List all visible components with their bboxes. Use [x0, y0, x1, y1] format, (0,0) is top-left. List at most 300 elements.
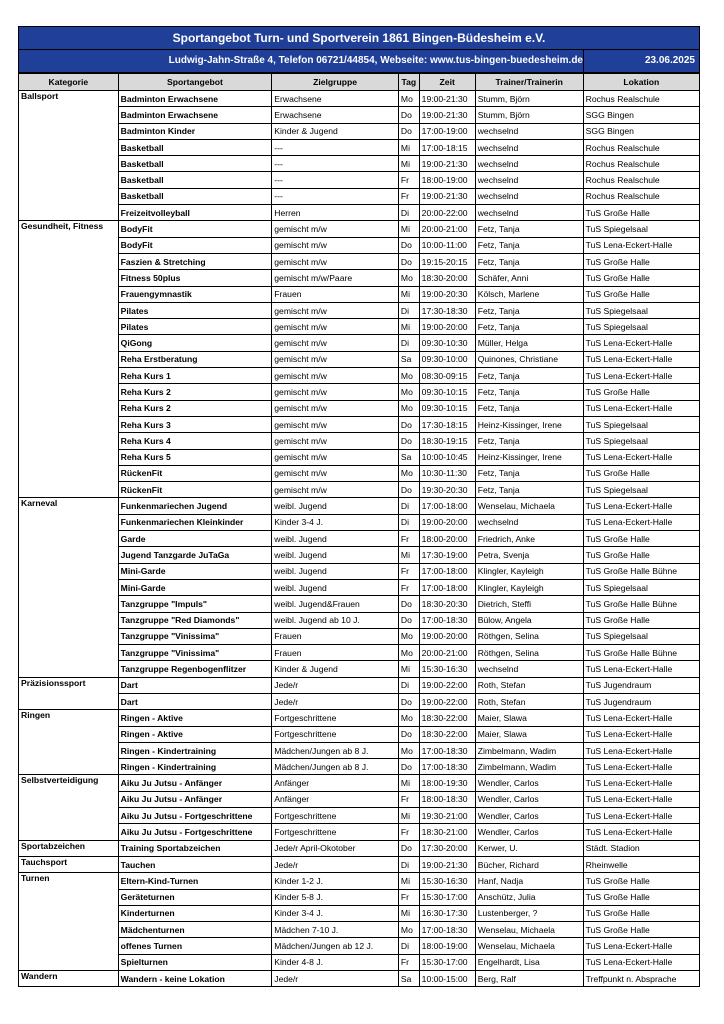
- table-row: [19, 465, 700, 481]
- lokation-cell: TuS Lena-Eckert-Halle: [583, 824, 699, 840]
- zielgruppe-cell: weibl. Jugend: [272, 498, 399, 514]
- table-row: [19, 253, 700, 269]
- zielgruppe-cell: weibl. Jugend: [272, 531, 399, 547]
- sportangebot-cell: Mini-Garde: [118, 563, 272, 579]
- sportangebot-cell: Aiku Ju Jutsu - Anfänger: [118, 775, 272, 791]
- zeit-cell: 18:00-18:30: [419, 791, 475, 807]
- tag-cell: Di: [398, 514, 419, 530]
- lokation-cell: TuS Lena-Eckert-Halle: [583, 710, 699, 726]
- tag-cell: Mo: [398, 922, 419, 938]
- table-row: [19, 889, 700, 905]
- zielgruppe-cell: Frauen: [272, 628, 399, 644]
- kategorie-cell: [19, 400, 119, 416]
- trainer-cell: wechselnd: [475, 156, 583, 172]
- table-row: [19, 172, 700, 188]
- lokation-cell: TuS Große Halle: [583, 270, 699, 286]
- lokation-cell: TuS Große Halle: [583, 205, 699, 221]
- trainer-cell: Fetz, Tanja: [475, 221, 583, 237]
- lokation-cell: TuS Große Halle: [583, 922, 699, 938]
- zielgruppe-cell: gemischt m/w: [272, 302, 399, 318]
- trainer-cell: Wendler, Carlos: [475, 775, 583, 791]
- col-header-lokation: Lokation: [583, 74, 699, 91]
- lokation-cell: TuS Große Halle: [583, 889, 699, 905]
- trainer-cell: Quinones, Christiane: [475, 351, 583, 367]
- zielgruppe-cell: gemischt m/w: [272, 482, 399, 498]
- lokation-cell: TuS Große Halle: [583, 384, 699, 400]
- kategorie-cell: [19, 889, 119, 905]
- sportangebot-cell: Kinderturnen: [118, 905, 272, 921]
- kategorie-cell: [19, 482, 119, 498]
- trainer-cell: wechselnd: [475, 205, 583, 221]
- trainer-cell: wechselnd: [475, 139, 583, 155]
- trainer-cell: Wenselau, Michaela: [475, 498, 583, 514]
- lokation-cell: TuS Lena-Eckert-Halle: [583, 335, 699, 351]
- tag-cell: Mo: [398, 270, 419, 286]
- zielgruppe-cell: gemischt m/w: [272, 319, 399, 335]
- zeit-cell: 17:00-19:00: [419, 123, 475, 139]
- lokation-cell: TuS Lena-Eckert-Halle: [583, 759, 699, 775]
- schedule-sheet: [18, 26, 700, 987]
- sportangebot-cell: Aiku Ju Jutsu - Anfänger: [118, 791, 272, 807]
- tag-cell: Mi: [398, 775, 419, 791]
- kategorie-cell: [19, 596, 119, 612]
- table-row: [19, 237, 700, 253]
- sportangebot-cell: Tauchen: [118, 856, 272, 872]
- trainer-cell: wechselnd: [475, 661, 583, 677]
- zeit-cell: 09:30-10:15: [419, 400, 475, 416]
- sportangebot-cell: Reha Kurs 3: [118, 416, 272, 432]
- sportangebot-cell: Mädchenturnen: [118, 922, 272, 938]
- lokation-cell: SGG Bingen: [583, 123, 699, 139]
- table-row: [19, 547, 700, 563]
- kategorie-cell: Präzisionssport: [19, 677, 119, 693]
- tag-cell: Di: [398, 302, 419, 318]
- zeit-cell: 17:30-18:30: [419, 302, 475, 318]
- table-row: [19, 759, 700, 775]
- lokation-cell: TuS Große Halle: [583, 286, 699, 302]
- trainer-cell: Lustenberger, ?: [475, 905, 583, 921]
- tag-cell: Mo: [398, 645, 419, 661]
- zeit-cell: 18:00-19:30: [419, 775, 475, 791]
- sportangebot-cell: Pilates: [118, 302, 272, 318]
- table-row: [19, 351, 700, 367]
- zielgruppe-cell: gemischt m/w: [272, 253, 399, 269]
- table-row: [19, 416, 700, 432]
- table-row: [19, 449, 700, 465]
- tag-cell: Mi: [398, 905, 419, 921]
- kategorie-cell: [19, 270, 119, 286]
- lokation-cell: TuS Jugendraum: [583, 693, 699, 709]
- zielgruppe-cell: Fortgeschrittene: [272, 808, 399, 824]
- tag-cell: Do: [398, 123, 419, 139]
- zielgruppe-cell: gemischt m/w: [272, 351, 399, 367]
- table-row: [19, 188, 700, 204]
- zeit-cell: 10:00-15:00: [419, 971, 475, 987]
- lokation-cell: TuS Lena-Eckert-Halle: [583, 661, 699, 677]
- trainer-cell: Wendler, Carlos: [475, 808, 583, 824]
- kategorie-cell: [19, 465, 119, 481]
- trainer-cell: Klingler, Kayleigh: [475, 563, 583, 579]
- zielgruppe-cell: Jede/r: [272, 693, 399, 709]
- sportangebot-cell: Basketball: [118, 188, 272, 204]
- zielgruppe-cell: Mädchen/Jungen ab 8 J.: [272, 742, 399, 758]
- table-row: [19, 791, 700, 807]
- lokation-cell: TuS Große Halle Bühne: [583, 645, 699, 661]
- zeit-cell: 18:00-20:00: [419, 531, 475, 547]
- sportangebot-cell: Badminton Erwachsene: [118, 107, 272, 123]
- kategorie-cell: [19, 237, 119, 253]
- zeit-cell: 17:30-20:00: [419, 840, 475, 856]
- sportangebot-cell: Tanzgruppe "Vinissima": [118, 645, 272, 661]
- zielgruppe-cell: ---: [272, 156, 399, 172]
- sportangebot-cell: BodyFit: [118, 237, 272, 253]
- zeit-cell: 19:30-21:00: [419, 808, 475, 824]
- zielgruppe-cell: Kinder & Jugend: [272, 123, 399, 139]
- table-row: [19, 742, 700, 758]
- zielgruppe-cell: weibl. Jugend: [272, 547, 399, 563]
- tag-cell: Do: [398, 433, 419, 449]
- table-row: [19, 726, 700, 742]
- lokation-cell: TuS Lena-Eckert-Halle: [583, 742, 699, 758]
- trainer-cell: Fetz, Tanja: [475, 482, 583, 498]
- table-row: [19, 775, 700, 791]
- lokation-cell: TuS Große Halle: [583, 465, 699, 481]
- sportangebot-cell: QiGong: [118, 335, 272, 351]
- kategorie-cell: [19, 205, 119, 221]
- kategorie-cell: [19, 563, 119, 579]
- sportangebot-cell: Aiku Ju Jutsu - Fortgeschrittene: [118, 824, 272, 840]
- tag-cell: Fr: [398, 954, 419, 970]
- zeit-cell: 18:30-19:15: [419, 433, 475, 449]
- zeit-cell: 16:30-17:30: [419, 905, 475, 921]
- tag-cell: Fr: [398, 563, 419, 579]
- lokation-cell: Städt. Stadion: [583, 840, 699, 856]
- zeit-cell: 19:00-22:00: [419, 693, 475, 709]
- zeit-cell: 10:30-11:30: [419, 465, 475, 481]
- trainer-cell: Fetz, Tanja: [475, 253, 583, 269]
- table-row: [19, 531, 700, 547]
- table-row: [19, 563, 700, 579]
- zeit-cell: 19:00-20:00: [419, 514, 475, 530]
- zielgruppe-cell: gemischt m/w: [272, 368, 399, 384]
- lokation-cell: TuS Lena-Eckert-Halle: [583, 514, 699, 530]
- tag-cell: Di: [398, 677, 419, 693]
- col-header-trainer: Trainer/Trainerin: [475, 74, 583, 91]
- kategorie-cell: [19, 139, 119, 155]
- kategorie-cell: [19, 156, 119, 172]
- trainer-cell: Fetz, Tanja: [475, 400, 583, 416]
- sportangebot-cell: Garde: [118, 531, 272, 547]
- tag-cell: Sa: [398, 971, 419, 987]
- kategorie-cell: [19, 938, 119, 954]
- zeit-cell: 19:00-21:30: [419, 107, 475, 123]
- tag-cell: Di: [398, 205, 419, 221]
- tag-cell: Fr: [398, 579, 419, 595]
- trainer-cell: Müller, Helga: [475, 335, 583, 351]
- sportangebot-cell: Reha Kurs 1: [118, 368, 272, 384]
- lokation-cell: SGG Bingen: [583, 107, 699, 123]
- lokation-cell: TuS Große Halle: [583, 612, 699, 628]
- zielgruppe-cell: Fortgeschrittene: [272, 710, 399, 726]
- trainer-cell: Heinz-Kissinger, Irene: [475, 449, 583, 465]
- zeit-cell: 17:00-18:00: [419, 579, 475, 595]
- zeit-cell: 18:30-20:30: [419, 596, 475, 612]
- table-header-row: [19, 74, 700, 91]
- zeit-cell: 19:00-20:30: [419, 286, 475, 302]
- col-header-kategorie: Kategorie: [19, 74, 119, 91]
- tag-cell: Di: [398, 856, 419, 872]
- zielgruppe-cell: gemischt m/w: [272, 449, 399, 465]
- tag-cell: Fr: [398, 824, 419, 840]
- table-row: [19, 335, 700, 351]
- lokation-cell: Rochus Realschule: [583, 91, 699, 107]
- kategorie-cell: [19, 612, 119, 628]
- zielgruppe-cell: gemischt m/w: [272, 221, 399, 237]
- zielgruppe-cell: Mädchen 7-10 J.: [272, 922, 399, 938]
- kategorie-cell: Sportabzeichen: [19, 840, 119, 856]
- zielgruppe-cell: Frauen: [272, 286, 399, 302]
- lokation-cell: Rochus Realschule: [583, 172, 699, 188]
- sportangebot-cell: Reha Kurs 2: [118, 384, 272, 400]
- table-row: [19, 808, 700, 824]
- zielgruppe-cell: ---: [272, 188, 399, 204]
- sportangebot-cell: Funkenmariechen Kleinkinder: [118, 514, 272, 530]
- trainer-cell: Wendler, Carlos: [475, 824, 583, 840]
- sportangebot-cell: Mini-Garde: [118, 579, 272, 595]
- trainer-cell: Stumm, Björn: [475, 107, 583, 123]
- kategorie-cell: [19, 808, 119, 824]
- kategorie-cell: [19, 368, 119, 384]
- zielgruppe-cell: gemischt m/w: [272, 416, 399, 432]
- tag-cell: Sa: [398, 449, 419, 465]
- trainer-cell: Maier, Slawa: [475, 726, 583, 742]
- zielgruppe-cell: Jede/r April-Okotober: [272, 840, 399, 856]
- table-row: [19, 612, 700, 628]
- zielgruppe-cell: Kinder 3-4 J.: [272, 514, 399, 530]
- kategorie-cell: Selbstverteidigung: [19, 775, 119, 791]
- trainer-cell: Fetz, Tanja: [475, 302, 583, 318]
- document-date: 23.06.2025: [583, 50, 699, 72]
- sportangebot-cell: Funkenmariechen Jugend: [118, 498, 272, 514]
- zeit-cell: 19:00-21:30: [419, 91, 475, 107]
- zeit-cell: 18:30-21:00: [419, 824, 475, 840]
- zeit-cell: 17:30-18:15: [419, 416, 475, 432]
- lokation-cell: TuS Spiegelsaal: [583, 319, 699, 335]
- lokation-cell: TuS Lena-Eckert-Halle: [583, 237, 699, 253]
- trainer-cell: Maier, Slawa: [475, 710, 583, 726]
- sportangebot-cell: Reha Kurs 2: [118, 400, 272, 416]
- sportangebot-cell: Faszien & Stretching: [118, 253, 272, 269]
- kategorie-cell: [19, 416, 119, 432]
- sportangebot-cell: Tanzgruppe "Red Diamonds": [118, 612, 272, 628]
- lokation-cell: TuS Große Halle: [583, 873, 699, 889]
- zeit-cell: 20:00-22:00: [419, 205, 475, 221]
- trainer-cell: Bülow, Angela: [475, 612, 583, 628]
- tag-cell: Di: [398, 335, 419, 351]
- lokation-cell: TuS Spiegelsaal: [583, 433, 699, 449]
- tag-cell: Do: [398, 416, 419, 432]
- sportangebot-cell: Basketball: [118, 139, 272, 155]
- table-row: [19, 710, 700, 726]
- lokation-cell: TuS Große Halle: [583, 531, 699, 547]
- zeit-cell: 18:00-19:00: [419, 938, 475, 954]
- zeit-cell: 19:00-21:30: [419, 188, 475, 204]
- zielgruppe-cell: gemischt m/w: [272, 384, 399, 400]
- zielgruppe-cell: weibl. Jugend ab 10 J.: [272, 612, 399, 628]
- lokation-cell: TuS Lena-Eckert-Halle: [583, 449, 699, 465]
- lokation-cell: TuS Spiegelsaal: [583, 628, 699, 644]
- trainer-cell: Berg, Ralf: [475, 971, 583, 987]
- tag-cell: Sa: [398, 351, 419, 367]
- kategorie-cell: [19, 954, 119, 970]
- zielgruppe-cell: weibl. Jugend: [272, 563, 399, 579]
- tag-cell: Mo: [398, 742, 419, 758]
- tag-cell: Do: [398, 237, 419, 253]
- zeit-cell: 17:00-18:30: [419, 742, 475, 758]
- zielgruppe-cell: Erwachsene: [272, 91, 399, 107]
- sportangebot-cell: offenes Turnen: [118, 938, 272, 954]
- tag-cell: Do: [398, 693, 419, 709]
- sportangebot-cell: Wandern - keine Lokation: [118, 971, 272, 987]
- table-row: [19, 514, 700, 530]
- zielgruppe-cell: ---: [272, 139, 399, 155]
- sportangebot-cell: Dart: [118, 693, 272, 709]
- lokation-cell: TuS Jugendraum: [583, 677, 699, 693]
- tag-cell: Mi: [398, 808, 419, 824]
- table-row: [19, 628, 700, 644]
- trainer-cell: Röthgen, Selina: [475, 645, 583, 661]
- trainer-cell: Friedrich, Anke: [475, 531, 583, 547]
- zeit-cell: 18:30-22:00: [419, 726, 475, 742]
- zeit-cell: 17:00-18:00: [419, 498, 475, 514]
- table-row: [19, 302, 700, 318]
- sportangebot-cell: Jugend Tanzgarde JuTaGa: [118, 547, 272, 563]
- zeit-cell: 19:15-20:15: [419, 253, 475, 269]
- lokation-cell: Rochus Realschule: [583, 139, 699, 155]
- table-row: [19, 824, 700, 840]
- kategorie-cell: [19, 286, 119, 302]
- lokation-cell: TuS Lena-Eckert-Halle: [583, 726, 699, 742]
- zielgruppe-cell: Herren: [272, 205, 399, 221]
- table-row: [19, 905, 700, 921]
- kategorie-cell: [19, 433, 119, 449]
- trainer-cell: Dietrich, Steffi: [475, 596, 583, 612]
- zeit-cell: 17:00-18:30: [419, 759, 475, 775]
- table-row: [19, 954, 700, 970]
- zeit-cell: 19:00-21:30: [419, 856, 475, 872]
- tag-cell: Do: [398, 840, 419, 856]
- table-row: [19, 873, 700, 889]
- zielgruppe-cell: Jede/r: [272, 677, 399, 693]
- kategorie-cell: [19, 661, 119, 677]
- table-row: [19, 433, 700, 449]
- zielgruppe-cell: Fortgeschrittene: [272, 726, 399, 742]
- tag-cell: Fr: [398, 791, 419, 807]
- zeit-cell: 10:00-11:00: [419, 237, 475, 253]
- kategorie-cell: [19, 693, 119, 709]
- zielgruppe-cell: ---: [272, 172, 399, 188]
- trainer-cell: Kölsch, Marlene: [475, 286, 583, 302]
- zielgruppe-cell: gemischt m/w: [272, 400, 399, 416]
- col-header-zeit: Zeit: [419, 74, 475, 91]
- tag-cell: Mo: [398, 400, 419, 416]
- zielgruppe-cell: gemischt m/w/Paare: [272, 270, 399, 286]
- col-header-zielgruppe: Zielgruppe: [272, 74, 399, 91]
- trainer-cell: Fetz, Tanja: [475, 465, 583, 481]
- lokation-cell: TuS Spiegelsaal: [583, 482, 699, 498]
- zielgruppe-cell: weibl. Jugend: [272, 579, 399, 595]
- zeit-cell: 15:30-16:30: [419, 873, 475, 889]
- table-row: [19, 91, 700, 107]
- zielgruppe-cell: Kinder 1-2 J.: [272, 873, 399, 889]
- kategorie-cell: Wandern: [19, 971, 119, 987]
- table-row: [19, 368, 700, 384]
- sportangebot-cell: Reha Erstberatung: [118, 351, 272, 367]
- table-row: [19, 319, 700, 335]
- table-row: [19, 107, 700, 123]
- trainer-cell: Stumm, Björn: [475, 91, 583, 107]
- kategorie-cell: [19, 628, 119, 644]
- zielgruppe-cell: gemischt m/w: [272, 433, 399, 449]
- tag-cell: Di: [398, 498, 419, 514]
- tag-cell: Mi: [398, 139, 419, 155]
- kategorie-cell: [19, 791, 119, 807]
- zeit-cell: 19:00-21:30: [419, 156, 475, 172]
- tag-cell: Mi: [398, 286, 419, 302]
- zeit-cell: 19:00-20:00: [419, 628, 475, 644]
- trainer-cell: Wenselau, Michaela: [475, 938, 583, 954]
- sportangebot-cell: Aiku Ju Jutsu - Fortgeschrittene: [118, 808, 272, 824]
- lokation-cell: TuS Spiegelsaal: [583, 416, 699, 432]
- zeit-cell: 17:00-18:30: [419, 922, 475, 938]
- trainer-cell: Fetz, Tanja: [475, 237, 583, 253]
- tag-cell: Fr: [398, 889, 419, 905]
- zielgruppe-cell: Fortgeschrittene: [272, 824, 399, 840]
- lokation-cell: TuS Große Halle: [583, 547, 699, 563]
- kategorie-cell: [19, 531, 119, 547]
- tag-cell: Do: [398, 107, 419, 123]
- tag-cell: Mo: [398, 384, 419, 400]
- kategorie-cell: [19, 514, 119, 530]
- trainer-cell: Bücher, Richard: [475, 856, 583, 872]
- zeit-cell: 09:30-10:15: [419, 384, 475, 400]
- trainer-cell: Petra, Svenja: [475, 547, 583, 563]
- table-row: [19, 384, 700, 400]
- tag-cell: Mi: [398, 873, 419, 889]
- tag-cell: Fr: [398, 531, 419, 547]
- kategorie-cell: Tauchsport: [19, 856, 119, 872]
- lokation-cell: Rochus Realschule: [583, 156, 699, 172]
- zielgruppe-cell: gemischt m/w: [272, 465, 399, 481]
- trainer-cell: Röthgen, Selina: [475, 628, 583, 644]
- sportangebot-cell: Tanzgruppe Regenbogenflitzer: [118, 661, 272, 677]
- kategorie-cell: [19, 824, 119, 840]
- kategorie-cell: [19, 384, 119, 400]
- sportangebot-cell: Tanzgruppe "Impuls": [118, 596, 272, 612]
- zeit-cell: 17:00-18:15: [419, 139, 475, 155]
- table-row: [19, 498, 700, 514]
- kategorie-cell: [19, 351, 119, 367]
- table-row: [19, 693, 700, 709]
- zeit-cell: 19:30-20:30: [419, 482, 475, 498]
- trainer-cell: Heinz-Kissinger, Irene: [475, 416, 583, 432]
- lokation-cell: TuS Lena-Eckert-Halle: [583, 938, 699, 954]
- kategorie-cell: [19, 922, 119, 938]
- tag-cell: Fr: [398, 188, 419, 204]
- table-row: [19, 123, 700, 139]
- trainer-cell: Fetz, Tanja: [475, 384, 583, 400]
- kategorie-cell: [19, 547, 119, 563]
